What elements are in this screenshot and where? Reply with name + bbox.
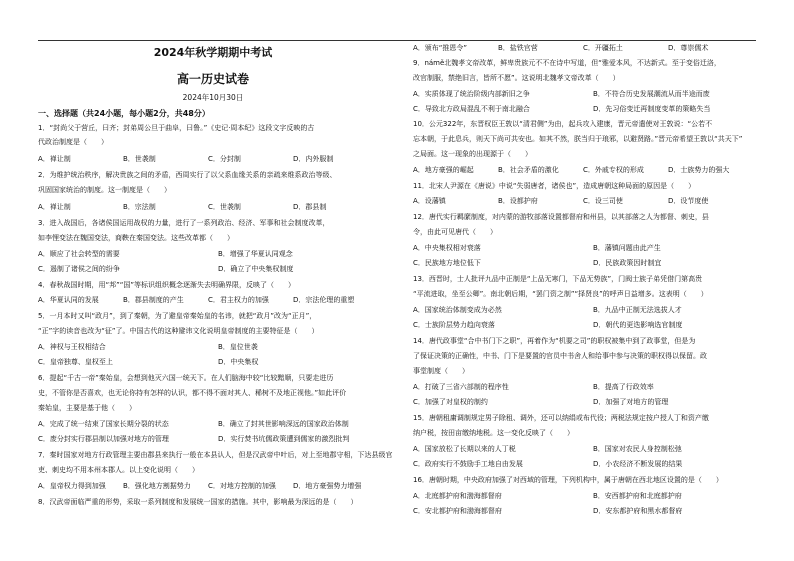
q9-option-d[interactable]: D．先习俗变迁再制度变革的策略失当 xyxy=(593,105,711,113)
q9-options-row1 xyxy=(413,90,763,99)
q16-option-c[interactable]: C．安北都护府和渤海都督府 xyxy=(413,507,502,515)
q3-option-a[interactable]: A．顺应了社会转型的需要 xyxy=(38,250,120,258)
q13-option-b[interactable]: B．九品中正制无法选拔人才 xyxy=(593,306,682,314)
q16-options-row2 xyxy=(413,507,763,516)
q14-stem-3: 事堂制度（ ） xyxy=(413,367,469,375)
q5-option-d[interactable]: D．中央集权 xyxy=(218,358,259,366)
q12-option-c[interactable]: C．民族地方地位低下 xyxy=(413,259,481,267)
q2-option-c[interactable]: C．世袭制 xyxy=(208,203,241,211)
q7-stem-1: 7．秦时国家对地方行政管理主要由郡县来执行一般在本县认人，但是汉武帝中叶后，对上至地郡守相，下达县级官 xyxy=(38,451,393,459)
q8-option-d[interactable]: D．尊崇儒术 xyxy=(668,44,709,52)
q15-stem-2: 纳户税，按田亩缴纳地税。这一变化反映了（ ） xyxy=(413,429,574,437)
q13-stem-2: “平流进取，坐至公卿”。南北朝后期，“罢门资之制”“择贤良”的呼声日益增多。这表明（ ） xyxy=(413,290,708,298)
q5-option-c[interactable]: C．皇帝独尊、皇权至上 xyxy=(38,358,113,366)
q13-options-row2 xyxy=(413,321,763,330)
header-rule xyxy=(38,40,756,41)
q10-stem-2: 忘本朝，于此息兵，则天下尚可共安也。如其不然，朕当归于琅邪，以避贤路。”晋元帝希望王敦以“共天下” xyxy=(413,135,743,143)
q1-option-d[interactable]: D．内外服制 xyxy=(293,155,334,163)
q3-stem-2: 如李悝变法在魏国变法，商鞅在秦国变法。这些改革都（ ） xyxy=(38,234,234,242)
q4-option-b[interactable]: B．郡县制度的产生 xyxy=(123,296,184,304)
q1-option-a[interactable]: A．禅让制 xyxy=(38,155,71,163)
q12-stem-1: 12．唐代实行羁縻制度，对内蒙的游牧部落设置都督府和州县，以其部落之人为都督、刺史，县 xyxy=(413,213,709,221)
q12-stem-2: 令，由此可见唐代（ ） xyxy=(413,228,497,236)
q6-options-row2 xyxy=(38,435,388,444)
q5-stem-2: “正”字的读音也改为“征”了。中国古代的这种避讳文化说明皇帝制度的主要特征是（ ） xyxy=(38,327,319,335)
q4-option-c[interactable]: C．君主权力的加强 xyxy=(208,296,269,304)
q14-options-row2 xyxy=(413,398,763,407)
q11-option-c[interactable]: C．设三司使 xyxy=(583,197,623,205)
q6-stem-1: 6．提起“千古一帝”秦始皇，会想到他灭六国一统天下。在人们脑海中较“比较黯顺，只要走进历 xyxy=(38,374,334,382)
q15-options-row2 xyxy=(413,460,763,469)
q1-stem-1: 1．“封尚父于营丘，曰齐；封弟周公旦于曲阜，曰鲁。”《史记·周本纪》这段文字反映的古 xyxy=(38,124,315,132)
q15-stem-1: 15．唐朝租庸调制规定男子除租、调外，还可以纳绢或布代役；两税法规定按户授人丁和资产缴 xyxy=(413,414,709,422)
q9-stem-1: 9．námě北魏孝文帝改革，鲜卑贵族元不不在诗中写道，但“雅爱本风，不达新式。至于变俗迁洛， xyxy=(413,59,721,67)
q13-option-c[interactable]: C．士族阶层势力趋向衰落 xyxy=(413,321,495,329)
q6-option-b[interactable]: B．确立了封其世影响深远的国家政治体制 xyxy=(218,420,349,428)
q8-option-c[interactable]: C．开疆拓土 xyxy=(583,44,623,52)
q11-options xyxy=(413,197,763,206)
q12-options-row1 xyxy=(413,244,763,253)
q2-option-a[interactable]: A．禅让制 xyxy=(38,203,71,211)
q14-stem-1: 14．唐代政事堂“合中书门下之职”，再着作为“机要之司”的职权被集中到了政事堂，但是为 xyxy=(413,337,696,345)
q6-option-c[interactable]: C．废分封实行郡县制以加强对地方的管理 xyxy=(38,435,169,443)
q7-option-d[interactable]: D．地方豪强势力增强 xyxy=(293,482,362,490)
q7-options xyxy=(38,482,388,491)
q14-option-b[interactable]: B．提高了行政效率 xyxy=(593,383,654,391)
exam-title: 2024年秋学期期中考试 xyxy=(153,46,273,59)
q14-option-a[interactable]: A．打破了三省六部制的程序性 xyxy=(413,383,509,391)
q3-stem-1: 3．进入战国后，各诸侯国运用战权的力量，进行了一系列政治、经济、军事和社会制度改革， xyxy=(38,219,330,227)
q11-option-a[interactable]: A．设藩镇 xyxy=(413,197,446,205)
q6-options-row1 xyxy=(38,420,388,429)
q3-option-b[interactable]: B．增强了华夏认同观念 xyxy=(218,250,293,258)
q4-stem-1: 4．春秋战国时期，用“邦”“国”等标识组织概念逐渐失去明确界限，反映了（ ） xyxy=(38,281,295,289)
q1-option-c[interactable]: C．分封制 xyxy=(208,155,241,163)
q9-option-c[interactable]: C．导致北方政局混乱不利于南北融合 xyxy=(413,105,530,113)
q13-option-d[interactable]: D．朝代的更迭影响选官制度 xyxy=(593,321,683,329)
q1-options xyxy=(38,155,388,164)
q12-options-row2 xyxy=(413,259,763,268)
q10-option-a[interactable]: A．地方豪强的崛起 xyxy=(413,166,474,174)
q10-stem-1: 10．公元322年，东晋权臣王敦以“清君侧”为由，起兵攻入建康，晋元帝遣使对王敦说：“公若不 xyxy=(413,120,713,128)
q11-stem-1: 11．北宋人尹源在《唐说》中说“失弱唐者，诸侯也”，造成唐朝这种局面的原因是（ ） xyxy=(413,182,696,190)
section-heading: 一、选择题（共24小题，每小题2分，共48分） xyxy=(38,109,210,118)
q6-stem-3: 秦始皇，主要是基于他（ ） xyxy=(38,404,136,412)
q15-option-c[interactable]: C．政府实行不鼓励手工地自由发展 xyxy=(413,460,523,468)
q10-stem-3: 之局面。这一现象的出现源于（ ） xyxy=(413,150,532,158)
q11-option-b[interactable]: B．设都护府 xyxy=(498,197,538,205)
q10-option-c[interactable]: C．外戚专权的形成 xyxy=(583,166,644,174)
q15-option-d[interactable]: D．小农经济不断发展的结果 xyxy=(593,460,683,468)
q2-options xyxy=(38,203,388,212)
q8-option-a[interactable]: A．颁布“推恩令” xyxy=(413,44,468,52)
q10-option-b[interactable]: B．社会矛盾的激化 xyxy=(498,166,559,174)
q5-option-b[interactable]: B．皇位世袭 xyxy=(218,343,258,351)
q9-option-b[interactable]: B．不符合历史发展潮流从而半途而废 xyxy=(593,90,710,98)
q16-options-row1 xyxy=(413,492,763,501)
q16-option-a[interactable]: A．北庭都护府和渤海都督府 xyxy=(413,492,502,500)
q13-options-row1 xyxy=(413,306,763,315)
q12-option-a[interactable]: A．中央集权相对衰落 xyxy=(413,244,481,252)
q10-options xyxy=(413,166,763,175)
q9-option-a[interactable]: A．实质体现了统治阶级内部新旧之争 xyxy=(413,90,530,98)
q8-options xyxy=(413,44,763,53)
q5-stem-1: 5．一月本时又叫“政月”，到了秦朝，为了避皇帝秦始皇的名讳，就把“政月”改为“正月”， xyxy=(38,312,317,320)
q1-stem-2: 代政治制度是（ ） xyxy=(38,138,108,146)
q16-stem-1: 16．唐朝时期，中央政府加强了对西域的管理，下列机构中，属于唐朝在西北地区设置的是（ ） xyxy=(413,476,723,484)
q15-option-a[interactable]: A．国家放松了长期以来的人丁税 xyxy=(413,445,516,453)
q5-options-row1 xyxy=(38,343,388,352)
q14-option-c[interactable]: C．加强了对皇权的制约 xyxy=(413,398,488,406)
q10-option-d[interactable]: D．士族势力的强大 xyxy=(668,166,730,174)
q14-option-d[interactable]: D．加强了对地方的管理 xyxy=(593,398,669,406)
q15-option-b[interactable]: B．国家对农民人身控制松弛 xyxy=(593,445,682,453)
q13-option-a[interactable]: A．国家统治体制变成为必然 xyxy=(413,306,502,314)
q4-options xyxy=(38,296,388,305)
q12-option-b[interactable]: B．藩镇问题由此产生 xyxy=(593,244,661,252)
q7-stem-2: 吏、刺史均不用本州本郡人。以上变化说明（ ） xyxy=(38,466,199,474)
q3-options-row1 xyxy=(38,250,388,259)
q12-option-d[interactable]: D．民族政策因时制宜 xyxy=(593,259,662,267)
q6-stem-2: 史，不管你是否喜欢，也无论你持有怎样的认识，都不得不面对其人、稀树不及地正视他。”如此评价 xyxy=(38,389,347,397)
q15-options-row1 xyxy=(413,445,763,454)
q3-option-c[interactable]: C．遏制了诸侯之间的纷争 xyxy=(38,265,120,273)
q2-option-d[interactable]: D．郡县制 xyxy=(293,203,327,211)
q2-option-b[interactable]: B．宗法制 xyxy=(123,203,156,211)
q9-options-row2 xyxy=(413,105,763,114)
exam-date: 2024年10月30日 xyxy=(182,93,244,102)
q6-option-d[interactable]: D．实行焚书坑儒政策遭到儒家的激烈批判 xyxy=(218,435,350,443)
q16-option-b[interactable]: B．安西都护府和北庭都护府 xyxy=(593,492,682,500)
q7-option-b[interactable]: B．强化地方割据势力 xyxy=(123,482,191,490)
q7-option-a[interactable]: A．皇帝权力得到加强 xyxy=(38,482,106,490)
q1-option-b[interactable]: B．世袭制 xyxy=(123,155,156,163)
q8-stem-1: 8．汉武帝面临严重的形势，采取一系列制度和发展统一国家的措施。其中，影响最为深远的是（ ） xyxy=(38,498,358,506)
q8-option-b[interactable]: B．盐铁官营 xyxy=(498,44,538,52)
q4-option-a[interactable]: A．华夏认同的发展 xyxy=(38,296,99,304)
q14-options-row1 xyxy=(413,383,763,392)
q3-option-d[interactable]: D．确立了中央集权制度 xyxy=(218,265,294,273)
q6-option-a[interactable]: A．完成了统一结束了国家长期分裂的状态 xyxy=(38,420,169,428)
q2-stem-1: 2．为维护统治秩序，解决贵族之间的矛盾，西周实行了以父系血缘关系的亲疏来维系政治等级、 xyxy=(38,171,337,179)
q7-option-c[interactable]: C．对地方控制的加强 xyxy=(208,482,276,490)
q14-stem-2: 了保证决策的正确性，中书、门下是要置的官员中书舍人和给事中参与决策的职权得以保留。政 xyxy=(413,352,707,360)
q13-stem-1: 13．西晋时，士人批评九品中正制是“上品无寒门，下品无势族”，门阀士族子弟凭借门第高贵 xyxy=(413,275,703,283)
exam-subtitle: 高一历史试卷 xyxy=(176,72,249,86)
q9-stem-2: 改官制服，禁绝旧言，皆所不愿”。这说明北魏孝文帝改革（ ） xyxy=(413,74,620,82)
q4-option-d[interactable]: D．宗法伦理的重塑 xyxy=(293,296,355,304)
q3-options-row2 xyxy=(38,265,388,274)
q5-options-row2 xyxy=(38,358,388,367)
q2-stem-2: 巩固国家统治的制度。这一制度是（ ） xyxy=(38,186,171,194)
q11-option-d[interactable]: D．设节度使 xyxy=(668,197,709,205)
q5-option-a[interactable]: A．神权与王权相结合 xyxy=(38,343,106,351)
q16-option-d[interactable]: D．安东都护府和黑水都督府 xyxy=(593,507,683,515)
